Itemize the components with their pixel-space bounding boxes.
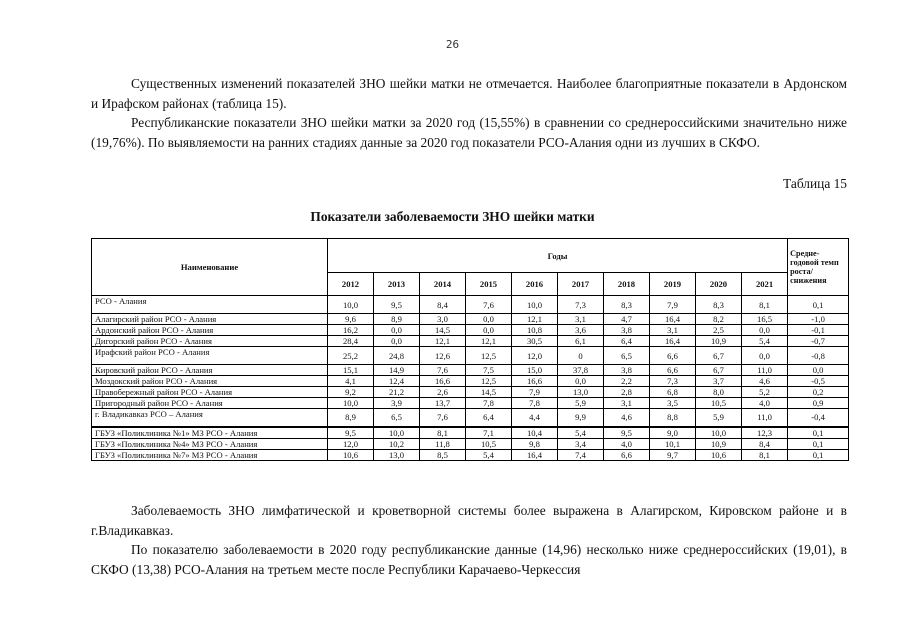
avg-growth-cell: 0,9 — [788, 398, 849, 409]
header-year: 2013 — [374, 273, 420, 296]
value-cell: 12,4 — [374, 376, 420, 387]
value-cell: 6,5 — [374, 409, 420, 427]
value-cell: 0,0 — [466, 325, 512, 336]
value-cell: 16,4 — [650, 314, 696, 325]
header-year: 2015 — [466, 273, 512, 296]
header-year: 2019 — [650, 273, 696, 296]
header-year: 2018 — [604, 273, 650, 296]
paragraph: По показателю заболеваемости в 2020 году республиканские данные (14,96) несколько ниже среднероссийских (19,01), в СКФО (13,38) РСО-Алания на третьем месте после Республики Карачаево-Черкессия — [91, 542, 847, 577]
avg-growth-cell: 0,1 — [788, 427, 849, 439]
value-cell: 12,1 — [512, 314, 558, 325]
value-cell: 10,1 — [650, 438, 696, 449]
table-row — [92, 398, 849, 409]
value-cell: 3,1 — [604, 398, 650, 409]
avg-growth-cell: -0,8 — [788, 347, 849, 365]
row-name: Дигорский район РСО - Алания — [92, 336, 328, 347]
value-cell: 5,9 — [558, 398, 604, 409]
table-row — [92, 409, 849, 427]
value-cell: 12,3 — [742, 427, 788, 439]
value-cell: 7,9 — [650, 296, 696, 314]
table-row — [92, 325, 849, 336]
value-cell: 0,0 — [742, 347, 788, 365]
value-cell: 8,2 — [696, 314, 742, 325]
table-row — [92, 387, 849, 398]
value-cell: 7,5 — [466, 365, 512, 376]
value-cell: 6,4 — [466, 409, 512, 427]
avg-growth-cell: 0,1 — [788, 438, 849, 449]
value-cell: 3,0 — [420, 314, 466, 325]
value-cell: 8,1 — [420, 427, 466, 439]
value-cell: 16,4 — [650, 336, 696, 347]
row-name: Пригородный район РСО - Алания — [92, 398, 328, 409]
value-cell: 8,9 — [374, 314, 420, 325]
row-name: Ирафский район РСО - Алания — [92, 347, 328, 365]
value-cell: 37,8 — [558, 365, 604, 376]
value-cell: 0,0 — [374, 336, 420, 347]
value-cell: 10,9 — [696, 438, 742, 449]
value-cell: 7,6 — [466, 296, 512, 314]
header-name: Наименование — [92, 239, 328, 296]
value-cell: 9,5 — [604, 427, 650, 439]
value-cell: 7,8 — [512, 398, 558, 409]
value-cell: 6,8 — [650, 387, 696, 398]
value-cell: 7,4 — [558, 449, 604, 460]
value-cell: 13,7 — [420, 398, 466, 409]
table-title: Показатели заболеваемости ЗНО шейки матки — [310, 209, 595, 224]
paragraph: Заболеваемость ЗНО лимфатической и кроветворной системы более выражена в Алагирском, Кировском районе и в г.Владикавказ. — [91, 503, 847, 538]
incidence-table — [91, 238, 849, 461]
value-cell: 4,0 — [604, 438, 650, 449]
value-cell: 4,6 — [604, 409, 650, 427]
value-cell: 2,8 — [604, 387, 650, 398]
value-cell: 12,1 — [466, 336, 512, 347]
value-cell: 9,2 — [328, 387, 374, 398]
value-cell: 13,0 — [558, 387, 604, 398]
conclusion-text — [91, 501, 847, 579]
value-cell: 28,4 — [328, 336, 374, 347]
avg-growth-cell: -0,7 — [788, 336, 849, 347]
value-cell: 10,0 — [374, 427, 420, 439]
row-name: ГБУЗ «Поликлиника №7» МЗ РСО - Алания — [92, 449, 328, 460]
value-cell: 4,7 — [604, 314, 650, 325]
value-cell: 3,8 — [604, 365, 650, 376]
avg-growth-cell: -0,1 — [788, 325, 849, 336]
value-cell: 6,6 — [604, 449, 650, 460]
row-name: Моздокский район РСО - Алания — [92, 376, 328, 387]
value-cell: 16,2 — [328, 325, 374, 336]
value-cell: 0,0 — [466, 314, 512, 325]
value-cell: 0 — [558, 347, 604, 365]
row-name: ГБУЗ «Поликлиника №4» МЗ РСО - Алания — [92, 438, 328, 449]
value-cell: 7,1 — [466, 427, 512, 439]
value-cell: 6,7 — [696, 365, 742, 376]
value-cell: 7,3 — [650, 376, 696, 387]
value-cell: 6,1 — [558, 336, 604, 347]
value-cell: 9,6 — [328, 314, 374, 325]
value-cell: 16,6 — [420, 376, 466, 387]
value-cell: 8,4 — [742, 438, 788, 449]
value-cell: 3,4 — [558, 438, 604, 449]
value-cell: 4,0 — [742, 398, 788, 409]
table-row — [92, 296, 849, 314]
value-cell: 5,2 — [742, 387, 788, 398]
value-cell: 10,8 — [512, 325, 558, 336]
value-cell: 5,9 — [696, 409, 742, 427]
row-name: ГБУЗ «Поликлиника №1» МЗ РСО - Алания — [92, 427, 328, 439]
value-cell: 7,6 — [420, 409, 466, 427]
value-cell: 8,5 — [420, 449, 466, 460]
value-cell: 3,6 — [558, 325, 604, 336]
value-cell: 11,0 — [742, 409, 788, 427]
value-cell: 12,5 — [466, 376, 512, 387]
value-cell: 12,1 — [420, 336, 466, 347]
value-cell: 10,5 — [696, 398, 742, 409]
value-cell: 10,6 — [696, 449, 742, 460]
value-cell: 8,8 — [650, 409, 696, 427]
value-cell: 6,5 — [604, 347, 650, 365]
value-cell: 10,9 — [696, 336, 742, 347]
value-cell: 8,1 — [742, 296, 788, 314]
value-cell: 30,5 — [512, 336, 558, 347]
value-cell: 6,6 — [650, 347, 696, 365]
avg-growth-cell: 0,0 — [788, 365, 849, 376]
value-cell: 2,5 — [696, 325, 742, 336]
avg-growth-cell: 0,1 — [788, 449, 849, 460]
value-cell: 9,7 — [650, 449, 696, 460]
value-cell: 16,5 — [742, 314, 788, 325]
value-cell: 7,3 — [558, 296, 604, 314]
value-cell: 12,5 — [466, 347, 512, 365]
value-cell: 15,1 — [328, 365, 374, 376]
value-cell: 10,4 — [512, 427, 558, 439]
value-cell: 21,2 — [374, 387, 420, 398]
header-avg: Средне-годовой темп роста/ снижения — [788, 239, 849, 296]
value-cell: 14,9 — [374, 365, 420, 376]
value-cell: 12,0 — [328, 438, 374, 449]
value-cell: 10,0 — [328, 398, 374, 409]
value-cell: 10,0 — [512, 296, 558, 314]
intro-text — [91, 74, 847, 152]
value-cell: 13,0 — [374, 449, 420, 460]
table-label: Таблица 15 — [783, 176, 847, 191]
value-cell: 0,0 — [742, 325, 788, 336]
header-year: 2021 — [742, 273, 788, 296]
header-years: Годы — [328, 239, 788, 273]
row-name: г. Владикавказ РСО – Алания — [92, 409, 328, 427]
value-cell: 4,1 — [328, 376, 374, 387]
value-cell: 3,8 — [604, 325, 650, 336]
value-cell: 5,4 — [558, 427, 604, 439]
header-year: 2012 — [328, 273, 374, 296]
value-cell: 5,4 — [466, 449, 512, 460]
value-cell: 12,6 — [420, 347, 466, 365]
value-cell: 9,5 — [374, 296, 420, 314]
table-row — [92, 365, 849, 376]
value-cell: 24,8 — [374, 347, 420, 365]
value-cell: 11,8 — [420, 438, 466, 449]
row-name: Правобережный район РСО - Алания — [92, 387, 328, 398]
value-cell: 7,8 — [466, 398, 512, 409]
value-cell: 9,8 — [512, 438, 558, 449]
value-cell: 4,6 — [742, 376, 788, 387]
value-cell: 5,4 — [742, 336, 788, 347]
value-cell: 10,0 — [328, 296, 374, 314]
value-cell: 7,6 — [420, 365, 466, 376]
value-cell: 8,3 — [604, 296, 650, 314]
value-cell: 8,9 — [328, 409, 374, 427]
value-cell: 16,6 — [512, 376, 558, 387]
value-cell: 9,9 — [558, 409, 604, 427]
value-cell: 25,2 — [328, 347, 374, 365]
value-cell: 4,4 — [512, 409, 558, 427]
value-cell: 3,1 — [558, 314, 604, 325]
table-row — [92, 336, 849, 347]
value-cell: 8,3 — [696, 296, 742, 314]
value-cell: 3,7 — [696, 376, 742, 387]
value-cell: 10,0 — [696, 427, 742, 439]
value-cell: 15,0 — [512, 365, 558, 376]
value-cell: 16,4 — [512, 449, 558, 460]
value-cell: 6,6 — [650, 365, 696, 376]
value-cell: 14,5 — [420, 325, 466, 336]
row-name: Кировский район РСО - Алания — [92, 365, 328, 376]
paragraph: Республиканские показатели ЗНО шейки матки за 2020 год (15,55%) в сравнении со среднероссийскими значительно ниже (19,76%). По выявляемости на ранних стадиях данные за 2020 год показатели РСО-Алания одни из лучших в СКФО. — [91, 115, 847, 150]
avg-growth-cell: -1,0 — [788, 314, 849, 325]
value-cell: 2,6 — [420, 387, 466, 398]
value-cell: 0,0 — [558, 376, 604, 387]
value-cell: 9,0 — [650, 427, 696, 439]
table-row — [92, 314, 849, 325]
value-cell: 8,1 — [742, 449, 788, 460]
table-row — [92, 376, 849, 387]
row-name: Алагирский район РСО - Алания — [92, 314, 328, 325]
value-cell: 3,9 — [374, 398, 420, 409]
value-cell: 6,7 — [696, 347, 742, 365]
row-name: Ардонский район РСО - Алания — [92, 325, 328, 336]
value-cell: 11,0 — [742, 365, 788, 376]
value-cell: 10,2 — [374, 438, 420, 449]
value-cell: 8,0 — [696, 387, 742, 398]
value-cell: 12,0 — [512, 347, 558, 365]
row-name: РСО - Алания — [92, 296, 328, 314]
value-cell: 9,5 — [328, 427, 374, 439]
value-cell: 6,4 — [604, 336, 650, 347]
value-cell: 7,9 — [512, 387, 558, 398]
avg-growth-cell: 0,1 — [788, 296, 849, 314]
header-year: 2016 — [512, 273, 558, 296]
avg-growth-cell: -0,5 — [788, 376, 849, 387]
avg-growth-cell: -0,4 — [788, 409, 849, 427]
value-cell: 10,6 — [328, 449, 374, 460]
page-number: 26 — [445, 38, 460, 51]
value-cell: 2,2 — [604, 376, 650, 387]
value-cell: 3,5 — [650, 398, 696, 409]
table-row — [92, 427, 849, 439]
header-year: 2020 — [696, 273, 742, 296]
avg-growth-cell: 0,2 — [788, 387, 849, 398]
value-cell: 0,0 — [374, 325, 420, 336]
value-cell: 8,4 — [420, 296, 466, 314]
value-cell: 14,5 — [466, 387, 512, 398]
table-row — [92, 347, 849, 365]
table-row — [92, 438, 849, 449]
value-cell: 3,1 — [650, 325, 696, 336]
paragraph: Существенных изменений показателей ЗНО шейки матки не отмечается. Наиболее благоприятные показатели в Ардонском и Ирафском районах (таблица 15). — [91, 76, 847, 111]
header-year: 2014 — [420, 273, 466, 296]
header-year: 2017 — [558, 273, 604, 296]
table-row — [92, 449, 849, 460]
value-cell: 10,5 — [466, 438, 512, 449]
